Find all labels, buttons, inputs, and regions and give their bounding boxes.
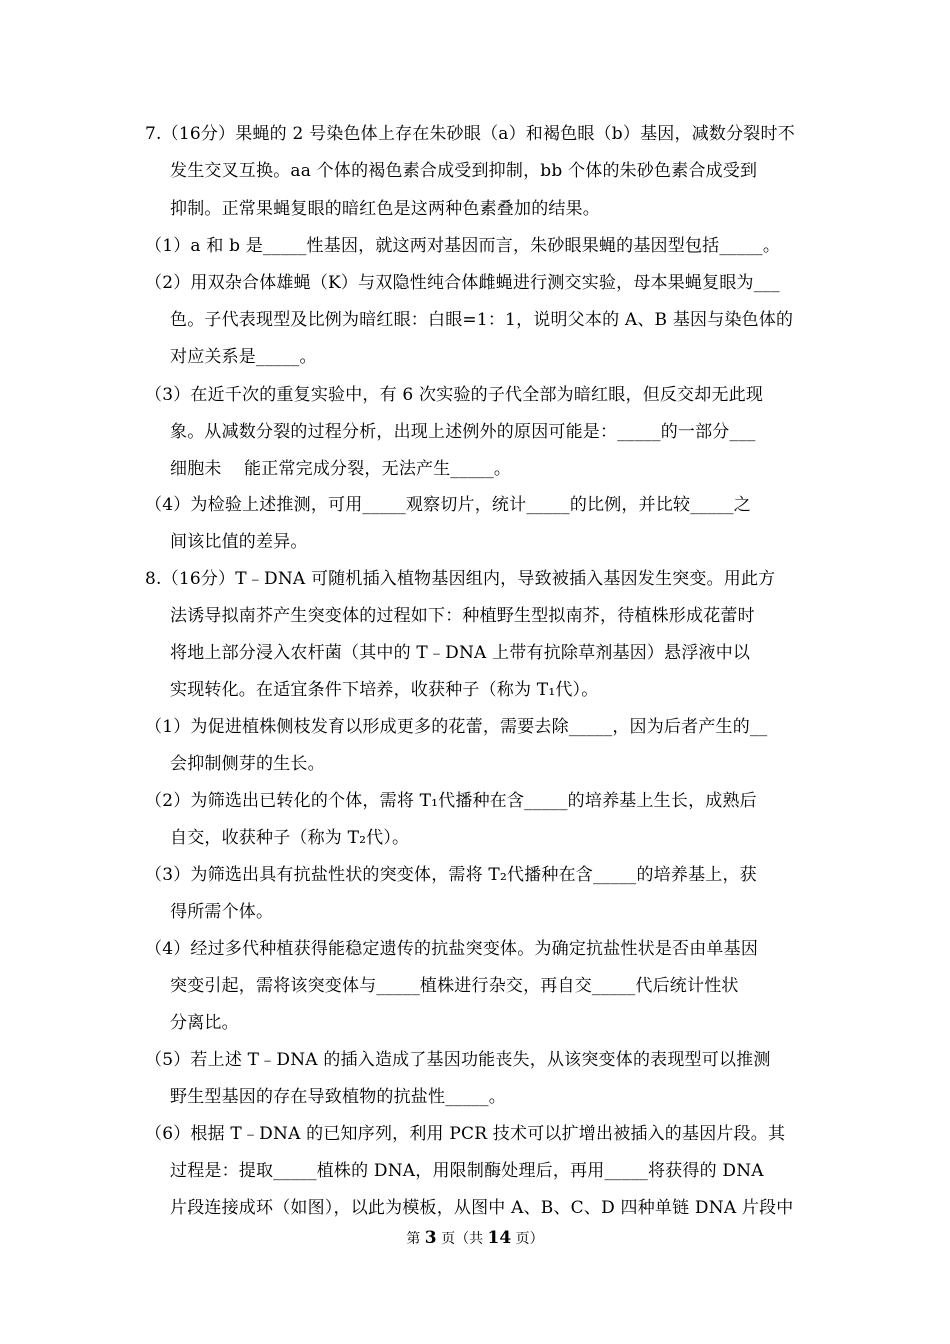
q8-part3-line-1: （3）为筛选出具有抗盐性状的突变体，需将 T₂代播种在含_____的培养基上，获 bbox=[145, 865, 757, 885]
q8-line-1: 8.（16分）T﹣DNA 可随机插入植物基因组内，导致被插入基因发生突变。用此方 bbox=[145, 569, 776, 589]
q8-part4-line-3: 分离比。 bbox=[170, 1013, 239, 1033]
q8-part6-line-2: 过程是：提取_____植株的 DNA，用限制酶处理后，再用_____将获得的 DNA bbox=[170, 1161, 764, 1181]
q7-part3-line-1: （3）在近千次的重复实验中，有 6 次实验的子代全部为暗红眼，但反交却无此现 bbox=[145, 385, 764, 405]
q8-part6-line-1: （6）根据 T﹣DNA 的已知序列，利用 PCR 技术可以扩增出被插入的基因片段。其 bbox=[145, 1124, 786, 1144]
q7-part2-line-3: 对应关系是_____。 bbox=[170, 347, 317, 367]
q7-line-3: 抑制。正常果蝇复眼的暗红色是这两种色素叠加的结果。 bbox=[170, 199, 600, 219]
q8-part2-line-2: 自交，收获种子（称为 T₂代）。 bbox=[170, 828, 410, 848]
q8-line-3: 将地上部分浸入农杆菌（其中的 T﹣DNA 上带有抗除草剂基因）悬浮液中以 bbox=[170, 643, 751, 663]
q8-line-2: 法诱导拟南芥产生突变体的过程如下：种植野生型拟南芥，待植株形成花蕾时 bbox=[170, 606, 755, 626]
q7-part3-line-2: 象。从减数分裂的过程分析，出现上述例外的原因可能是：_____的一部分___ bbox=[170, 422, 756, 442]
footer-page-number: 3 bbox=[424, 1228, 437, 1248]
footer-total-pages: 14 bbox=[487, 1228, 512, 1248]
q8-part2-line-1: （2）为筛选出已转化的个体，需将 T₁代播种在含_____的培养基上生长，成熟后 bbox=[145, 791, 757, 811]
q7-line-2: 发生交叉互换。aa 个体的褐色素合成受到抑制，bb 个体的朱砂色素合成受到 bbox=[170, 161, 758, 181]
q8-part3-line-2: 得所需个体。 bbox=[170, 902, 274, 922]
footer-suffix: 页） bbox=[511, 1231, 544, 1247]
q8-part5-line-1: （5）若上述 T﹣DNA 的插入造成了基因功能丧失，从该突变体的表现型可以推测 bbox=[145, 1050, 771, 1070]
q8-part1-line-2: 会抑制侧芽的生长。 bbox=[170, 754, 325, 774]
q7-part3-line-3: 细胞未 能正常完成分裂，无法产生_____。 bbox=[170, 459, 512, 479]
q8-part4-line-1: （4）经过多代种植获得能稳定遗传的抗盐突变体。为确定抗盐性状是否由单基因 bbox=[145, 939, 759, 959]
q8-part6-line-3: 片段连接成环（如图），以此为模板，从图中 A、B、C、D 四种单链 DNA 片段中 bbox=[170, 1198, 794, 1218]
q7-line-1: 7.（16分）果蝇的 2 号染色体上存在朱砂眼（a）和褐色眼（b）基因，减数分裂时不 bbox=[145, 124, 795, 144]
footer-prefix: 第 bbox=[406, 1231, 425, 1247]
q7-part4-line-2: 间该比值的差异。 bbox=[170, 532, 308, 552]
q8-part4-line-2: 突变引起，需将该突变体与_____植株进行杂交，再自交_____代后统计性状 bbox=[170, 976, 739, 996]
q7-part2-line-2: 色。子代表现型及比例为暗红眼：白眼=1：1，说明父本的 A、B 基因与染色体的 bbox=[170, 310, 794, 330]
q8-line-4: 实现转化。在适宜条件下培养，收获种子（称为 T₁代）。 bbox=[170, 680, 599, 700]
q8-part1-line-1: （1）为促进植株侧枝发育以形成更多的花蕾，需要去除_____，因为后者产生的__ bbox=[145, 717, 768, 737]
q7-part1-line-1: （1）a 和 b 是_____性基因，就这两对基因而言，朱砂眼果蝇的基因型包括_____。 bbox=[145, 236, 781, 256]
q8-part5-line-2: 野生型基因的存在导致植物的抗盐性_____。 bbox=[170, 1087, 506, 1107]
footer-middle: 页（共 bbox=[436, 1231, 488, 1247]
q7-part4-line-1: （4）为检验上述推测，可用_____观察切片，统计_____的比例，并比较_____之 bbox=[145, 495, 751, 515]
q7-part2-line-1: （2）用双杂合体雄蝇（K）与双隐性纯合体雌蝇进行测交实验，母本果蝇复眼为___ bbox=[145, 273, 780, 293]
page-footer bbox=[0, 1228, 950, 1249]
